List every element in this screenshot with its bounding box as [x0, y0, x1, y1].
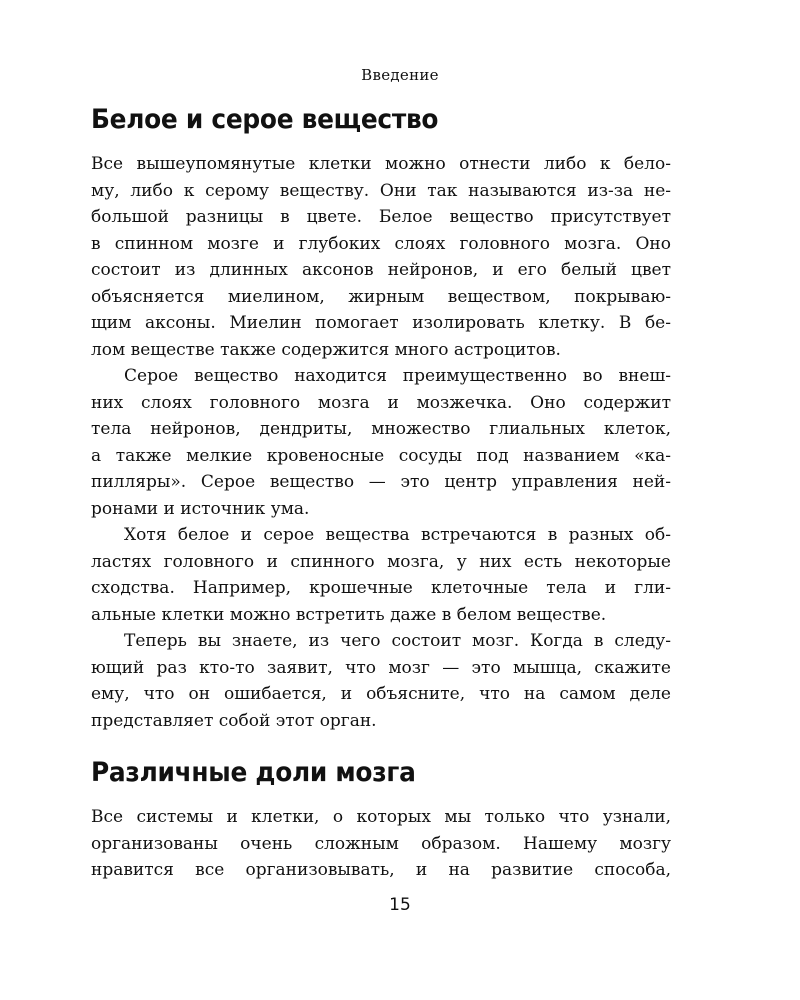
text-line: альные клетки можно встретить даже в белом веществе.: [91, 604, 607, 625]
text-line: пилляры». Серое вещество — это центр управления ней-: [91, 472, 671, 492]
text-line: му, либо к серому веществу. Они так называются из-за не-: [91, 180, 671, 201]
text-line: щим аксоны. Миелин помогает изолировать клетку. В бе-: [91, 313, 671, 333]
text-line: ластях головного и спинного мозга, у них есть некоторые: [91, 551, 671, 572]
text-line: ронами и источник ума.: [91, 498, 310, 519]
text-line: Теперь вы знаете, из чего состоит мозг. Когда в следу-: [124, 631, 671, 651]
text-line: Серое вещество находится преимущественно во внеш-: [124, 366, 671, 386]
page-number: 15: [389, 895, 411, 915]
text-line: них слоях головного мозга и мозжечка. Оно содержит: [91, 392, 671, 413]
text-line: состоит из длинных аксонов нейронов, и его белый цвет: [91, 260, 671, 280]
text-line: ему, что он ошибается, и объясните, что на самом деле: [91, 684, 671, 704]
section-body-brain-lobes: [91, 804, 671, 884]
text-line: объясняется миелином, жирным веществом, покрываю-: [91, 286, 671, 307]
text-line: Все вышеупомянутые клетки можно отнести либо к бело-: [91, 154, 671, 174]
section-heading-brain-lobes: Различные доли мозга: [91, 757, 416, 788]
text-line: в спинном мозге и глубоких слоях головного мозга. Оно: [91, 233, 671, 254]
text-line: Хотя белое и серое вещества встречаются в разных об-: [124, 525, 671, 545]
text-line: организованы очень сложным образом. Нашему мозгу: [91, 833, 671, 854]
section-body-white-gray-matter: [91, 151, 671, 734]
text-line: сходства. Например, крошечные клеточные тела и гли-: [91, 578, 671, 598]
text-line: представляет собой этот орган.: [91, 710, 377, 731]
text-line: нравится все организовывать, и на развитие способа,: [91, 860, 671, 880]
text-line: ющий раз кто-то заявит, что мозг — это мышца, скажите: [91, 657, 671, 678]
text-line: большой разницы в цвете. Белое вещество присутствует: [91, 207, 671, 227]
running-head: Введение: [361, 66, 439, 84]
section-heading-white-gray-matter: Белое и серое вещество: [91, 104, 439, 135]
text-line: а также мелкие кровеносные сосуды под названием «ка-: [91, 445, 671, 466]
text-line: лом веществе также содержится много астроцитов.: [91, 339, 561, 360]
text-line: тела нейронов, дендриты, множество глиальных клеток,: [91, 419, 671, 439]
text-line: Все системы и клетки, о которых мы только что узнали,: [91, 807, 671, 827]
